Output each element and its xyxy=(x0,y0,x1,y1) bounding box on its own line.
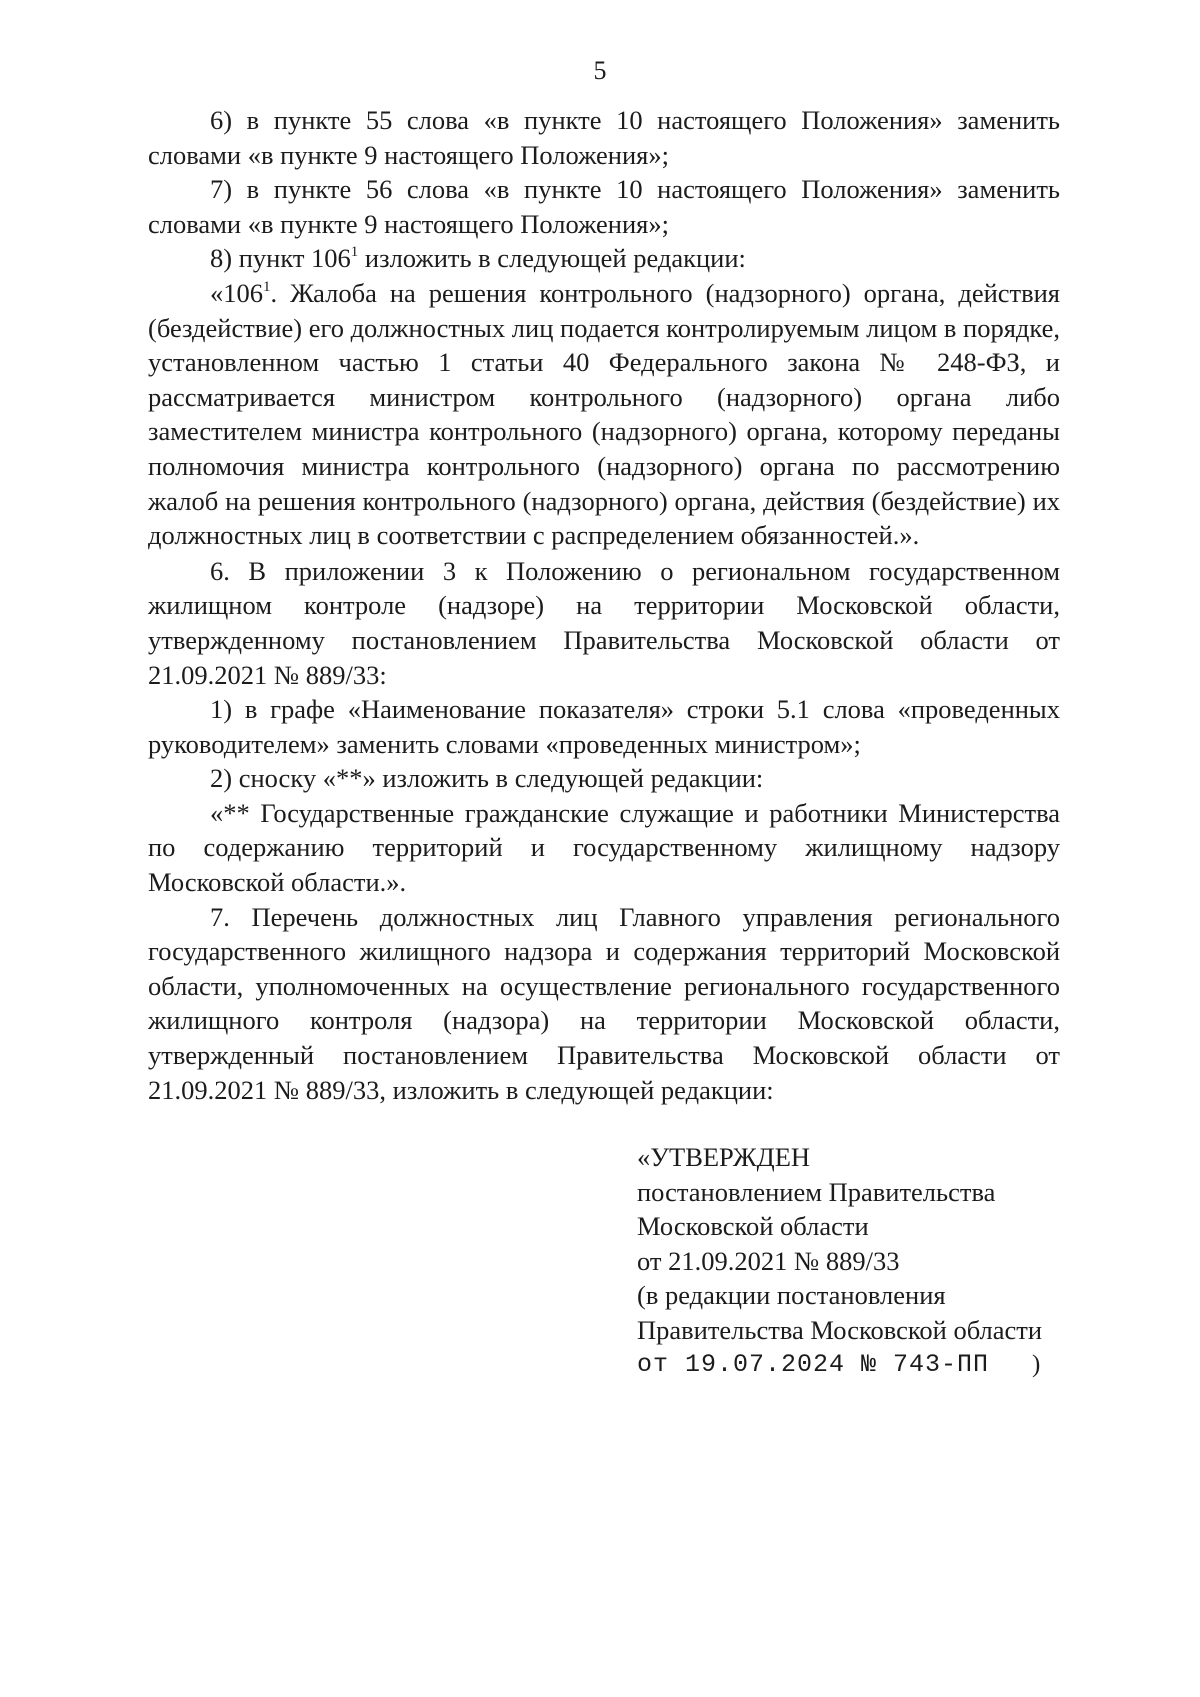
paragraph-item-6 xyxy=(148,103,1060,172)
paragraph-text: 8) пункт 106 xyxy=(210,243,351,274)
paragraph-text: 7. Перечень должностных лиц Главного управления регионального государственного жилищного надзора и содержания территорий Московской области, уполномоченных на осуществление регионального государственного жилищного контроля (надзора) на территории Московской области, утвержденный постановлением Правительства Московской области от 21.09.2021 № 889/33, изложить в следующей редакции: xyxy=(148,901,1060,1105)
approval-date: от 19.07.2024 № 743-ПП xyxy=(637,1349,990,1379)
paragraph-quote-106-1 xyxy=(148,276,1060,553)
superscript: 1 xyxy=(263,278,271,295)
paragraph-text: 1) в графе «Наименование показателя» строки 5.1 слова «проведенных руководителем» заменить словами «проведенных министром»; xyxy=(148,694,1060,759)
paragraph-section-6 xyxy=(148,554,1060,692)
document-body xyxy=(148,103,1060,1107)
paragraph-text: «106 xyxy=(210,277,263,308)
approval-line: от 21.09.2021 № 889/33 xyxy=(637,1245,900,1276)
approval-line: «УТВЕРЖДЕН xyxy=(637,1142,811,1172)
paragraph-subitem-2 xyxy=(148,761,1060,796)
paragraph-section-7 xyxy=(148,900,1060,1108)
approval-line: Правительства Московской области xyxy=(637,1314,1043,1345)
paragraph-text: изложить в следующей редакции: xyxy=(358,243,746,274)
paragraph-item-8 xyxy=(148,241,1060,276)
paragraph-text: . Жалоба на решения контрольного (надзорного) органа, действия (бездействие) его должностных лиц подается контролируемым лицом в порядке, установленном частью 1 статьи 40 Федерального закона № 248-ФЗ, и рассматривается министром контрольного (надзорного) органа либо заместителем министра контрольного (надзорного) органа, которому переданы полномочия министра контрольного (надзорного) органа по рассмотрению жалоб на решения контрольного (надзорного) органа, действия (бездействие) их должностных лиц в соответствии с распределением обязанностей.». xyxy=(148,277,1060,551)
paragraph-text: 7) в пункте 56 слова «в пункте 10 настоящего Положения» заменить словами «в пункте 9 настоящего Положения»; xyxy=(148,174,1060,239)
approval-line: Московской области xyxy=(637,1211,869,1242)
paragraph-text: 2) сноску «**» изложить в следующей редакции: xyxy=(210,763,764,794)
approval-block xyxy=(637,1140,1042,1382)
approval-line: постановлением Правительства xyxy=(637,1176,996,1207)
paragraph-text: 6) в пункте 55 слова «в пункте 10 настоящего Положения» заменить словами «в пункте 9 настоящего Положения»; xyxy=(148,105,1060,170)
paragraph-text: 6. В приложении 3 к Положению о региональном государственном жилищном контроле (надзоре) на территории Московской области, утвержденному постановлением Правительства Московской области от 21.09.2021 № 889/33: xyxy=(148,555,1060,690)
paragraph-footnote-quote xyxy=(148,796,1060,900)
approval-date-line xyxy=(637,1348,1042,1383)
paragraph-item-7 xyxy=(148,172,1060,241)
closing-paren: ) xyxy=(1032,1350,1042,1378)
paragraph-subitem-1 xyxy=(148,692,1060,761)
page-number: 5 xyxy=(593,56,607,85)
superscript: 1 xyxy=(350,244,359,261)
approval-line: (в редакции постановления xyxy=(637,1280,946,1311)
paragraph-text: «** Государственные гражданские служащие и работники Министерства по содержанию территорий и государственному жилищному надзору Московской области.». xyxy=(148,797,1060,898)
